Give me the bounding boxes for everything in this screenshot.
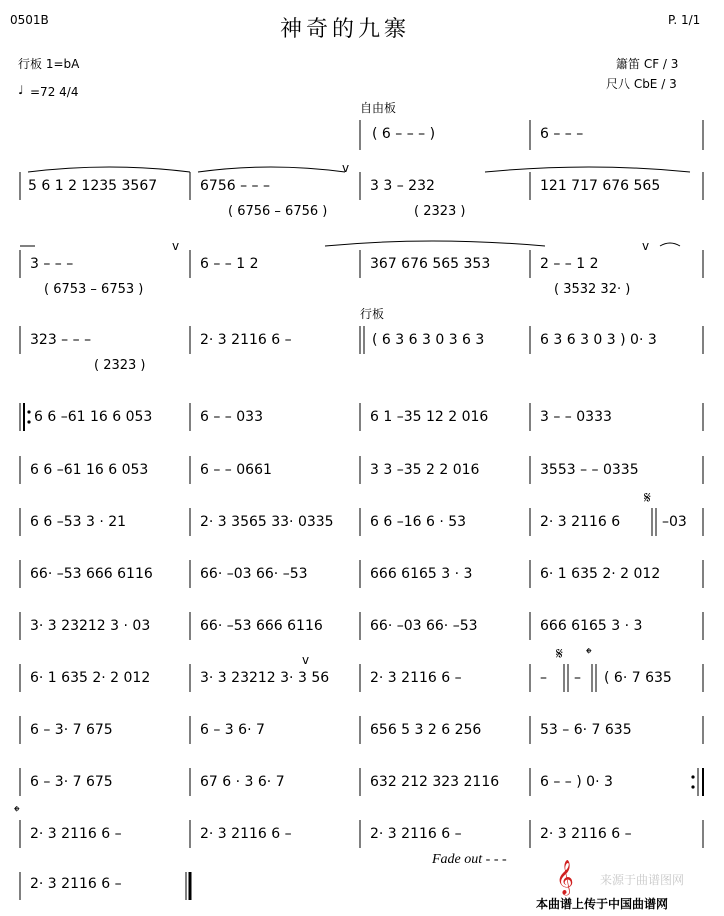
measure: 3 3 –35 2 2 016: [370, 462, 480, 478]
tempo-key: 行板 1=bA: [18, 57, 80, 71]
instrument-flute: 簫笛 CF / 3: [616, 57, 679, 71]
section-free-tempo: 自由板: [360, 101, 397, 115]
measure: 656 5 3 2 6 256: [370, 722, 482, 738]
measure: 66· –53 666 6116: [200, 618, 323, 634]
measure: ( 6· 7 635: [604, 670, 672, 686]
measure: 66· –03 66· –53: [370, 618, 478, 634]
watermark: 来源于曲谱图网: [600, 873, 685, 887]
credit-line: 本曲谱上传于中国曲谱网: [536, 897, 669, 911]
measure: 3 – – –: [30, 256, 74, 272]
measure: 2· 3 2116 6 –: [370, 826, 462, 842]
fade-out-marking: Fade out - - -: [432, 852, 507, 867]
measure: 3· 3 23212 3 · 03: [30, 618, 151, 634]
measure: 3 – – 0333: [540, 409, 612, 425]
measure: 6 6 –53 3 · 21: [30, 514, 127, 530]
measure: 3553 – – 0335: [540, 462, 639, 478]
measure: 6 – – 0661: [200, 462, 272, 478]
breath-mark-icon: v: [172, 239, 180, 253]
segno-icon: 𝄋: [644, 488, 651, 507]
breath-mark-icon: v: [342, 161, 350, 175]
measure: 6 – 3 6· 7: [200, 722, 265, 738]
measure: 666 6165 3 · 3: [540, 618, 643, 634]
coda-icon: 𝄌: [586, 644, 592, 663]
metronome: =72 4/4: [30, 85, 79, 99]
row-3-bars: [20, 250, 703, 278]
measure: 6 – – 1 2: [200, 256, 259, 272]
page-title: 神奇的九寨: [280, 17, 411, 42]
measure: 6 3 6 3 0 3 ) 0· 3: [540, 332, 657, 348]
treble-clef-logo-icon: 𝄞: [556, 860, 574, 895]
page-number: P. 1/1: [668, 13, 701, 27]
measure: 6 – – –: [540, 126, 584, 142]
instrument-shakuhachi: 尺八 CbE / 3: [606, 77, 677, 91]
sub-line: ( 2323 ): [94, 358, 146, 373]
measure: ( 6 – – – ): [372, 126, 436, 142]
measure: 2· 3 2116 6 –: [30, 876, 122, 892]
measure: 6 1 –35 12 2 016: [370, 409, 489, 425]
measure: 66· –03 66· –53: [200, 566, 308, 582]
measure: 2· 3 3565 33· 0335: [200, 514, 334, 530]
measure: 3 3 – 232: [370, 178, 435, 194]
sub-line: ( 3532 32· ): [554, 282, 631, 297]
breath-mark-icon: v: [302, 653, 310, 667]
measure: 6 6 –61 16 6 053: [34, 409, 153, 425]
measure: 6· 1 635 2· 2 012: [30, 670, 151, 686]
measure: 323 – – –: [30, 332, 92, 348]
measure: 6 – 3· 7 675: [30, 774, 113, 790]
measure: 2· 3 2116 6 –: [200, 332, 292, 348]
measure: 6 – – 033: [200, 409, 263, 425]
measure: 53 – 6· 7 635: [540, 722, 632, 738]
measure: 66· –53 666 6116: [30, 566, 153, 582]
measure: 6756 – – –: [200, 178, 270, 194]
metronome-note-icon: ♩: [18, 83, 24, 97]
measure: 5 6 1 2 1235 3567: [28, 178, 158, 194]
measure: 6 6 –61 16 6 053: [30, 462, 149, 478]
section-andante: 行板: [360, 307, 385, 321]
measure: 67 6 · 3 6· 7: [200, 774, 285, 790]
measure: 6· 1 635 2· 2 012: [540, 566, 661, 582]
sub-line: ( 2323 ): [414, 204, 466, 219]
measure: 3· 3 23212 3· 3 56: [200, 670, 330, 686]
measure: –03: [662, 514, 687, 530]
measure: 2· 3 2116 6 –: [30, 826, 122, 842]
coda-icon: 𝄌: [14, 802, 20, 821]
sub-line: ( 6753 – 6753 ): [44, 282, 144, 297]
measure: 121 717 676 565: [540, 178, 661, 194]
sub-line: ( 6756 – 6756 ): [228, 204, 328, 219]
breath-mark-icon: v: [642, 239, 650, 253]
measure: 2· 3 2116 6 –: [370, 670, 462, 686]
measure: 632 212 323 2116: [370, 774, 500, 790]
measure: 2· 3 2116 6 –: [200, 826, 292, 842]
measure: 6 6 –16 6 · 53: [370, 514, 467, 530]
measure: 6 – 3· 7 675: [30, 722, 113, 738]
measure: 367 676 565 353: [370, 256, 491, 272]
measure: –: [574, 670, 581, 686]
measure: –: [540, 670, 547, 686]
measure: 6 – – ) 0· 3: [540, 774, 613, 790]
measure: ( 6 3 6 3 0 3 6 3: [372, 332, 485, 348]
measure: 666 6165 3 · 3: [370, 566, 473, 582]
measure: 2 – – 1 2: [540, 256, 599, 272]
measure: 2· 3 2116 6: [540, 514, 621, 530]
segno-icon: 𝄋: [556, 644, 563, 663]
score-code: 0501B: [10, 13, 49, 27]
measure: 2· 3 2116 6 –: [540, 826, 632, 842]
